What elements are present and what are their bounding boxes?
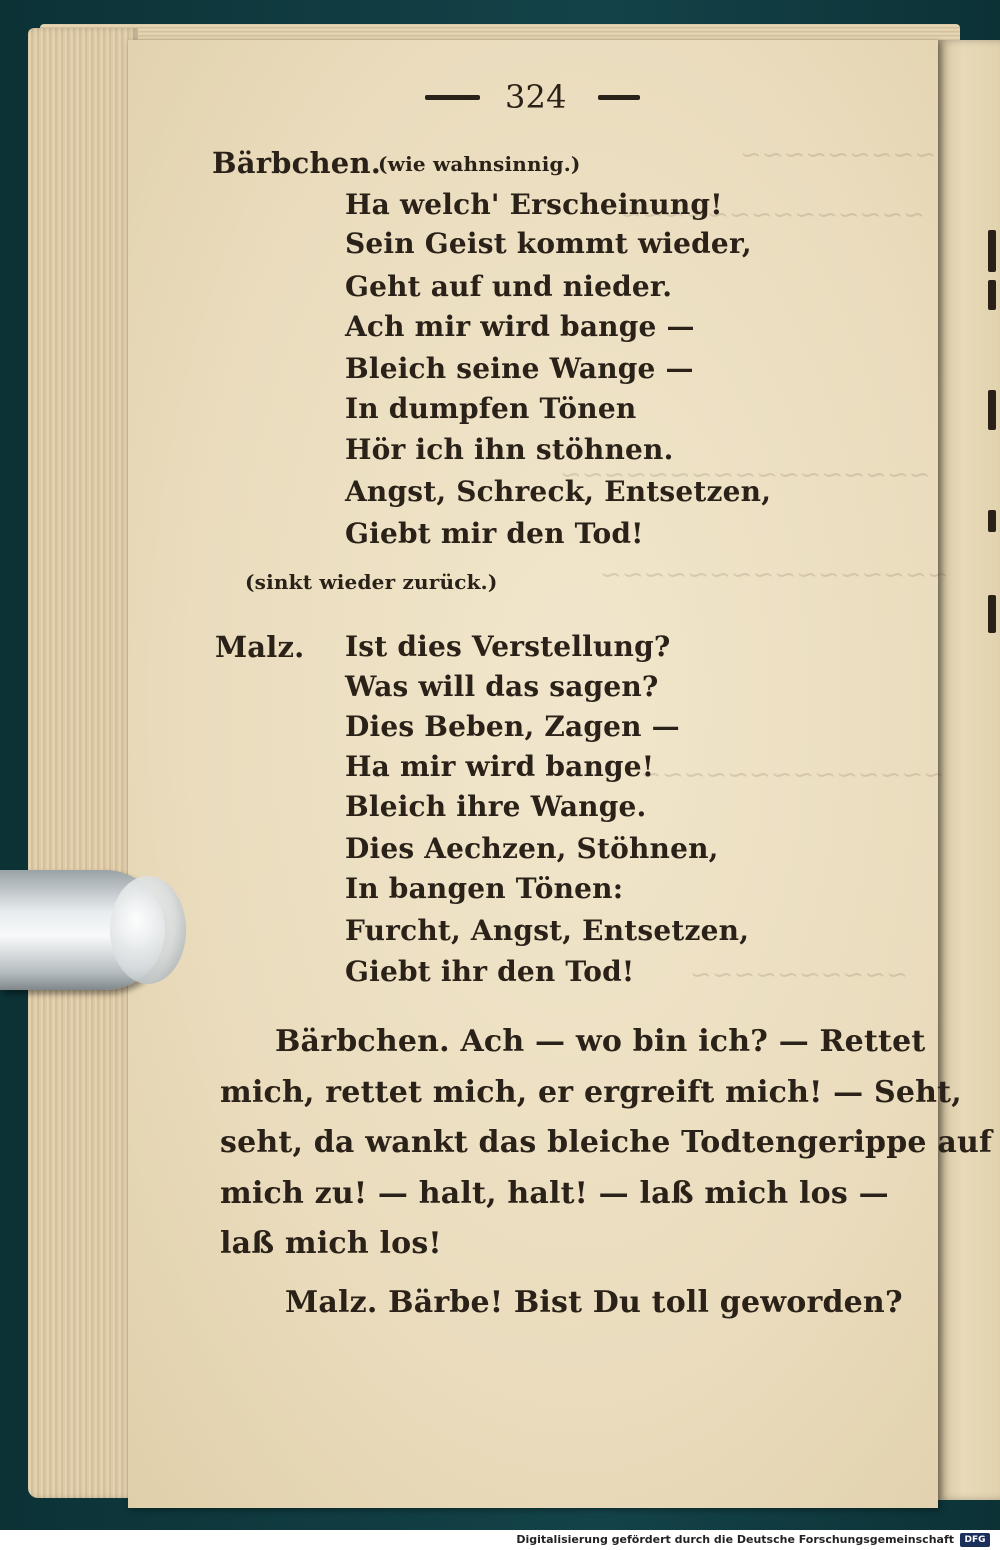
facing-page-letter-fragment (988, 595, 996, 633)
facing-page-letter-fragment (988, 280, 996, 310)
footer-credit: Digitalisierung gefördert durch die Deutsche Forschungsgemeinschaft (516, 1533, 954, 1546)
book-page-edges (28, 28, 138, 1498)
speaker-malz: Malz. (215, 630, 305, 664)
prose-line: seht, da wankt das bleiche Todtengerippe auf (220, 1125, 993, 1160)
verse-line: Giebt ihr den Tod! (345, 955, 635, 988)
prose-line: mich, rettet mich, er ergreift mich! — Seht, (220, 1075, 962, 1110)
verse-line: Ach mir wird bange — (345, 310, 695, 343)
verse-line: Ist dies Verstellung? (345, 630, 671, 663)
dfg-logo: DFG (960, 1533, 990, 1547)
show-through-line: ~~~~~~~~~~~~~~ (620, 200, 925, 230)
prose-line: laß mich los! (220, 1226, 442, 1261)
speaker-baerbchen: Bärbchen. (212, 146, 382, 180)
show-through-line: ~~~~~~~~~~~~~~~~ (600, 560, 949, 590)
verse-line: Hör ich ihn stöhnen. (345, 433, 674, 466)
verse-line: Bleich ihre Wange. (345, 790, 647, 823)
header-rule-left (425, 95, 480, 100)
facing-page-letter-fragment (988, 510, 996, 532)
facing-page-letter-fragment (988, 390, 996, 430)
header-rule-right (598, 95, 640, 100)
verse-line: Sein Geist kommt wieder, (345, 227, 752, 260)
verse-line: Bleich seine Wange — (345, 352, 694, 385)
verse-line: Ha mir wird bange! (345, 750, 655, 783)
verse-line: In bangen Tönen: (345, 872, 624, 905)
show-through-line: ~~~~~~~~~~~~~~~~~ (560, 460, 931, 490)
verse-line: In dumpfen Tönen (345, 392, 637, 425)
stage-direction: (wie wahnsinnig.) (378, 152, 581, 176)
verse-line: Geht auf und nieder. (345, 270, 673, 303)
show-through-line: ~~~~~~~~~ (740, 140, 937, 170)
prose-line: mich zu! — halt, halt! — laß mich los — (220, 1176, 889, 1211)
prose-line: Malz. Bärbe! Bist Du toll geworden? (285, 1285, 903, 1320)
verse-line: Was will das sagen? (345, 670, 659, 703)
stage-direction: (sinkt wieder zurück.) (245, 570, 498, 594)
facing-page-letter-fragment (988, 230, 996, 272)
page-number: 324 (505, 78, 567, 116)
verse-line: Dies Aechzen, Stöhnen, (345, 832, 719, 865)
page-holder-tip (110, 876, 186, 984)
prose-line: Bärbchen. Ach — wo bin ich? — Rettet (275, 1024, 926, 1059)
verse-line: Giebt mir den Tod! (345, 517, 644, 550)
show-through-line: ~~~~~~~~~~ (690, 960, 908, 990)
verse-line: Dies Beben, Zagen — (345, 710, 680, 743)
verse-line: Ha welch' Erscheinung! (345, 188, 723, 221)
page-holder-clip (0, 870, 190, 995)
verse-line: Furcht, Angst, Entsetzen, (345, 914, 750, 947)
facing-page (938, 40, 1000, 1500)
verse-line: Angst, Schreck, Entsetzen, (345, 475, 772, 508)
show-through-line: ~~~~~~~~~~~~~~ (640, 760, 945, 790)
